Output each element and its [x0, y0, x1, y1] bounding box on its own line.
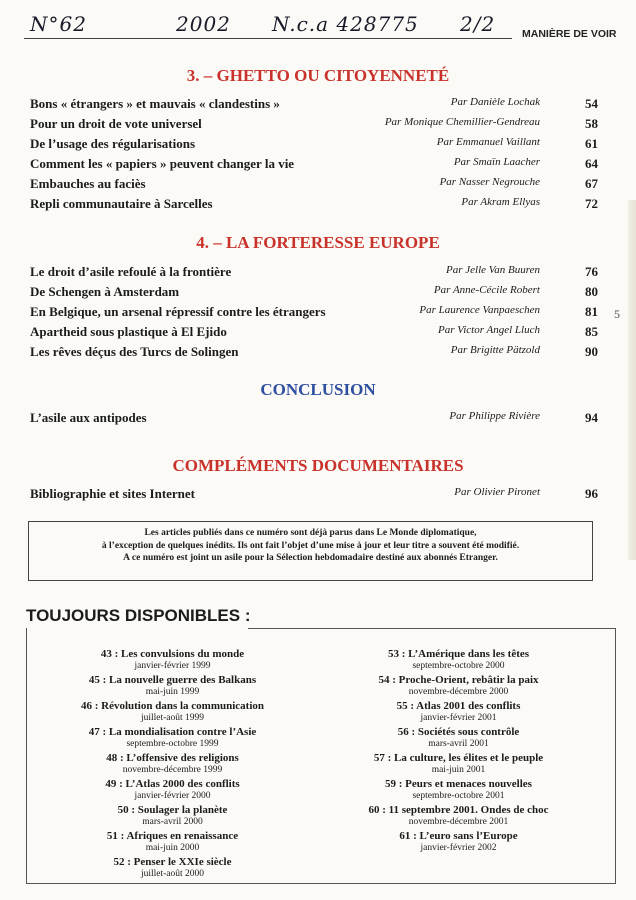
issue-title: 55 : Atlas 2001 des conflits	[396, 700, 521, 712]
page-spine-shadow	[628, 200, 636, 560]
issue-title: 52 : Penser le XXIe siècle	[113, 856, 232, 868]
toc-entry[interactable]	[30, 176, 598, 195]
available-right-column	[331, 648, 586, 856]
issue-item[interactable]	[331, 778, 586, 802]
toc-title: Repli communautaire à Sarcelles	[30, 196, 213, 211]
section-title: 3. – GHETTO OU CITOYENNETÉ	[186, 66, 450, 85]
toc-author: Par Philippe Rivière	[449, 410, 540, 422]
available-title: TOUJOURS DISPONIBLES :	[26, 606, 251, 625]
issue-item[interactable]	[45, 856, 300, 880]
issue-date: novembre-décembre 2001	[408, 817, 509, 827]
issue-date: juillet-août 1999	[140, 713, 205, 723]
issue-item[interactable]	[331, 804, 586, 828]
issue-item[interactable]	[45, 830, 300, 854]
toc-page: 58	[585, 116, 598, 131]
available-left-column	[45, 648, 300, 882]
toc-title: Les rêves déçus des Turcs de Solingen	[30, 344, 239, 359]
toc-title: De Schengen à Amsterdam	[30, 284, 180, 299]
toc-page: 54	[585, 96, 598, 111]
toc-page: 80	[585, 284, 598, 299]
toc-entry[interactable]	[30, 136, 598, 155]
toc-title: Apartheid sous plastique à El Ejido	[30, 324, 227, 339]
issue-date: mars-avril 2000	[142, 817, 203, 827]
issue-date: janvier-février 2002	[420, 843, 497, 853]
toc-entry[interactable]	[30, 116, 598, 135]
handwritten-issue-number: N°62	[30, 12, 87, 36]
toc-author: Par Brigitte Pätzold	[450, 344, 540, 356]
toc-author: Par Nasser Negrouche	[439, 176, 540, 188]
toc-author: Par Olivier Pironet	[454, 486, 540, 498]
issue-date: janvier-février 2001	[420, 713, 497, 723]
toc-entry[interactable]	[30, 96, 598, 115]
issue-date: mars-avril 2001	[428, 739, 489, 749]
toc-title: Le droit d’asile refoulé à la frontière	[30, 264, 232, 279]
notice-line: A ce numéro est joint un asile pour la Sélection hebdomadaire destiné aux abonnés Etranger.	[123, 553, 498, 563]
brand-label: MANIÈRE DE VOIR	[522, 28, 617, 40]
issue-date: janvier-février 2000	[134, 791, 211, 801]
toc-page: 72	[585, 196, 598, 211]
toc-author: Par Anne-Cécile Robert	[433, 284, 540, 296]
issue-item[interactable]	[45, 700, 300, 724]
issue-date: novembre-décembre 2000	[408, 687, 509, 697]
edge-page-number: 5	[614, 307, 620, 321]
toc-page: 61	[585, 136, 598, 151]
issue-date: mai-juin 2000	[145, 843, 200, 853]
toc-author: Par Smaïn Laacher	[453, 156, 540, 168]
issue-date: septembre-octobre 1999	[126, 739, 219, 749]
issue-title: 59 : Peurs et menaces nouvelles	[385, 778, 532, 790]
toc-page: 94	[585, 410, 598, 425]
handwritten-part: 2/2	[460, 12, 496, 36]
toc-entry[interactable]	[30, 156, 598, 175]
toc-page: 90	[585, 344, 598, 359]
toc-entry[interactable]	[30, 196, 598, 215]
issue-date: septembre-octobre 2001	[412, 791, 505, 801]
issue-title: 47 : La mondialisation contre l’Asie	[88, 726, 257, 738]
issue-item[interactable]	[331, 700, 586, 724]
section-title: 4. – LA FORTERESSE EUROPE	[196, 233, 440, 252]
toc-entry[interactable]	[30, 284, 598, 303]
issue-title: 61 : L’euro sans l’Europe	[399, 830, 518, 842]
toc-entry[interactable]	[30, 304, 598, 323]
issue-item[interactable]	[331, 752, 586, 776]
issue-date: mai-juin 1999	[145, 687, 200, 697]
issue-item[interactable]	[45, 726, 300, 750]
toc-author: Par Akram Ellyas	[461, 196, 540, 208]
toc-author: Par Laurence Vanpaeschen	[419, 304, 540, 316]
handwritten-reference: N.c.a 428775	[272, 12, 419, 36]
issue-item[interactable]	[331, 726, 586, 750]
issue-date: juillet-août 2000	[140, 869, 205, 879]
issue-item[interactable]	[331, 830, 586, 854]
issue-title: 43 : Les convulsions du monde	[100, 648, 245, 660]
toc-title: L’asile aux antipodes	[30, 410, 147, 425]
issue-date: janvier-février 1999	[134, 661, 211, 671]
issue-title: 53 : L’Amérique dans les têtes	[387, 648, 530, 660]
toc-entry[interactable]	[30, 410, 598, 429]
issue-date: septembre-octobre 2000	[412, 661, 505, 671]
toc-title: De l’usage des régularisations	[30, 136, 196, 151]
issue-item[interactable]	[45, 648, 300, 672]
toc-page: 76	[585, 264, 598, 279]
notice-box	[28, 521, 593, 581]
toc-title: Comment les « papiers » peuvent changer la vie	[30, 156, 295, 171]
toc-entry[interactable]	[30, 344, 598, 363]
issue-title: 60 : 11 septembre 2001. Ondes de choc	[368, 804, 549, 816]
toc-entry[interactable]	[30, 264, 598, 283]
issue-item[interactable]	[45, 752, 300, 776]
issue-title: 57 : La culture, les élites et le peuple	[373, 752, 544, 764]
issue-item[interactable]	[45, 778, 300, 802]
toc-entry[interactable]	[30, 324, 598, 343]
issue-title: 54 : Proche-Orient, rebâtir la paix	[378, 674, 539, 686]
toc-title: Embauches au faciès	[30, 176, 146, 191]
toc-page: 64	[585, 156, 598, 171]
toc-title: Bons « étrangers » et mauvais « clandestins »	[30, 96, 280, 111]
section-title: COMPLÉMENTS DOCUMENTAIRES	[172, 456, 464, 475]
toc-author: Par Jelle Van Buuren	[446, 264, 540, 276]
toc-author: Par Danièle Lochak	[450, 96, 540, 108]
issue-item[interactable]	[331, 648, 586, 672]
toc-author: Par Victor Angel Lluch	[438, 324, 540, 336]
toc-page: 67	[585, 176, 598, 191]
toc-page: 96	[585, 486, 598, 501]
notice-line: Les articles publiés dans ce numéro sont déjà parus dans Le Monde diplomatique,	[144, 528, 477, 538]
issue-title: 45 : La nouvelle guerre des Balkans	[88, 674, 257, 686]
notice-line: à l’exception de quelques inédits. Ils ont fait l’objet d’une mise à jour et leur titre a souvent été modifié.	[101, 540, 520, 551]
issue-title: 56 : Sociétés sous contrôle	[397, 726, 520, 738]
toc-page: 85	[585, 324, 598, 339]
section-title: CONCLUSION	[260, 380, 376, 399]
header-rule	[24, 38, 512, 39]
toc-author: Par Monique Chemillier-Gendreau	[384, 116, 540, 128]
issue-title: 51 : Afriques en renaissance	[106, 830, 239, 842]
issue-item[interactable]	[45, 674, 300, 698]
issue-title: 49 : L’Atlas 2000 des conflits	[105, 778, 240, 790]
toc-author: Par Emmanuel Vaillant	[436, 136, 540, 148]
toc-title: Bibliographie et sites Internet	[30, 486, 196, 501]
issue-item[interactable]	[331, 674, 586, 698]
toc-page: 81	[585, 304, 598, 319]
issue-date: novembre-décembre 1999	[122, 765, 223, 775]
issue-title: 46 : Révolution dans la communication	[80, 700, 265, 712]
issue-title: 48 : L’offensive des religions	[106, 752, 239, 764]
available-issues-box	[26, 628, 616, 884]
issue-item[interactable]	[45, 804, 300, 828]
toc-entry[interactable]	[30, 486, 598, 505]
toc-title: Pour un droit de vote universel	[30, 116, 202, 131]
issue-date: mai-juin 2001	[431, 765, 486, 775]
issue-title: 50 : Soulager la planète	[117, 804, 228, 816]
handwritten-year: 2002	[176, 12, 231, 36]
toc-title: En Belgique, un arsenal répressif contre les étrangers	[30, 304, 326, 319]
